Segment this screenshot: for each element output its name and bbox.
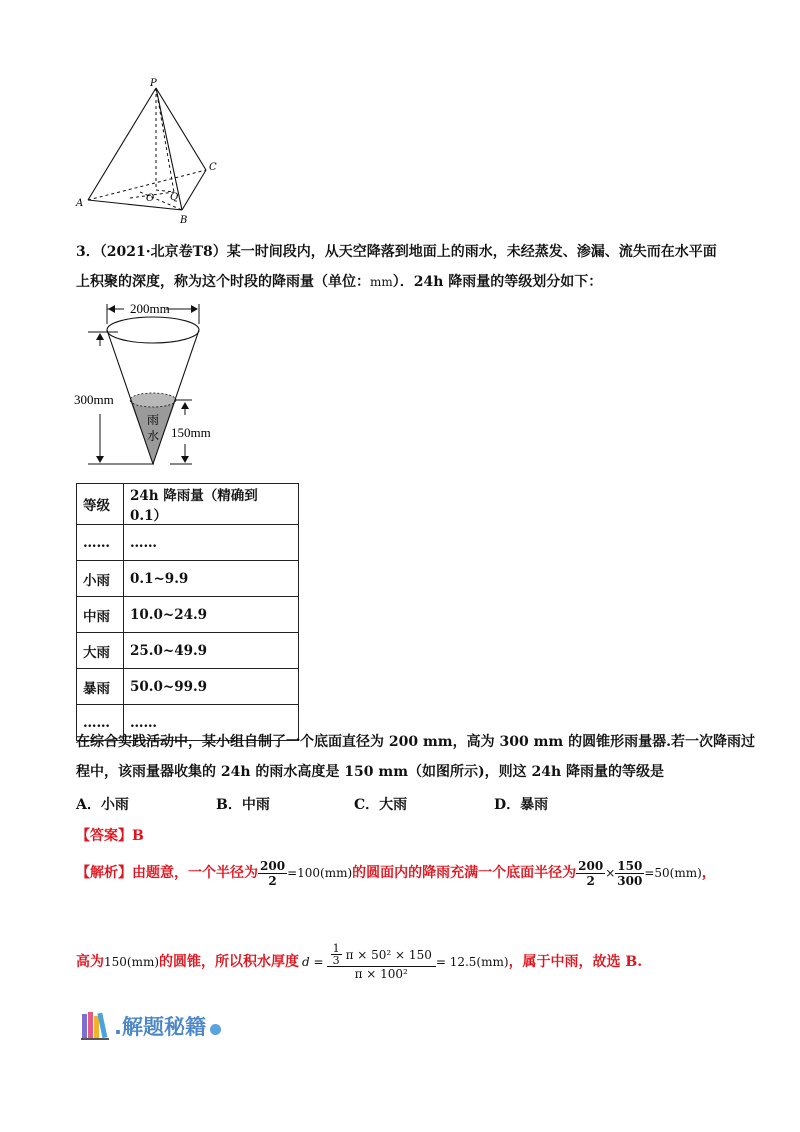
- table-cell: ……: [124, 525, 299, 561]
- answer-label: 【答案】B: [76, 828, 144, 844]
- analysis-line-1: [76, 856, 716, 890]
- label-q: Q: [170, 192, 179, 203]
- option-b: B．中雨: [216, 797, 270, 813]
- analysis-part-5: ，属于中雨，故选 B.: [508, 954, 643, 970]
- table-row: [77, 597, 299, 633]
- unit-mm: mm: [370, 275, 393, 289]
- option-c: C．大雨: [354, 797, 408, 813]
- table-cell: 25.0~49.9: [124, 633, 299, 669]
- problem-number: 3．: [76, 244, 100, 260]
- rainfall-grade-table: [76, 483, 299, 741]
- table-cell: 10.0~24.9: [124, 597, 299, 633]
- table-cell: 暴雨: [77, 669, 124, 705]
- diameter-label: 200mm: [130, 301, 170, 316]
- analysis-tag: 【解析】: [76, 865, 132, 881]
- analysis-part-4: 的圆锥，所以积水厚度: [159, 954, 300, 970]
- analysis-part-2: 的圆面内的降雨充满一个底面半径为: [352, 865, 577, 881]
- comma: ，: [701, 865, 716, 881]
- problem-intro-1: 某一时间段内，从天空降落到地面上的雨水，未经蒸发、渗漏、流失而在水平面: [226, 244, 717, 260]
- fraction-200-over-2: $\frac{200}{2}$: [260, 858, 286, 888]
- d-equals: d =: [302, 955, 324, 969]
- analysis-part-1: 由题意，一个半径为: [132, 865, 258, 881]
- table-cell: 50.0~99.9: [124, 669, 299, 705]
- table-row: [77, 633, 299, 669]
- option-a: A．小雨: [76, 797, 129, 813]
- pyramid-figure: [70, 72, 230, 232]
- table-cell: ……: [77, 525, 124, 561]
- eq-12-5mm: = 12.5(mm): [435, 955, 509, 969]
- height-label: 300mm: [74, 392, 114, 407]
- table-cell: ……: [77, 705, 124, 741]
- fraction-150-over-300: $\frac{150}{300}$: [617, 858, 643, 888]
- label-p: P: [150, 78, 157, 89]
- problem-line-1: [76, 242, 717, 262]
- fraction-200-over-2b: $\frac{200}{2}$: [578, 858, 604, 888]
- option-d: D．暴雨: [494, 797, 549, 813]
- table-cell: 小雨: [77, 561, 124, 597]
- water-char-2: 水: [147, 429, 160, 443]
- problem-intro-2b: ）．24h 降雨量的等级划分如下：: [392, 274, 603, 290]
- problem-source: （2021·北京卷T8）: [99, 244, 227, 260]
- section-banner-title: .解题秘籍: [114, 1015, 206, 1039]
- eq-50mm: =50(mm): [644, 866, 702, 880]
- table-header-cell: 24h 降雨量（精确到 0.1）: [124, 484, 299, 525]
- label-b: B: [180, 215, 188, 226]
- cone-figure: [74, 298, 274, 476]
- water-height-label: 150mm: [171, 425, 211, 440]
- table-header-row: [77, 484, 299, 525]
- label-a: A: [76, 198, 84, 209]
- analysis-line-2: [76, 930, 642, 994]
- question-line-2: 程中，该雨量器收集的 24h 的雨水高度是 150 mm（如图所示)，则这 24h 降雨量的等级是: [76, 764, 665, 780]
- volume-fraction: [327, 943, 436, 981]
- label-o: O: [146, 193, 155, 204]
- water-char-1: 雨: [147, 413, 160, 427]
- table-row: [77, 669, 299, 705]
- table-row: [77, 525, 299, 561]
- problem-line-2: [76, 272, 602, 292]
- dot-icon: [210, 1024, 221, 1035]
- analysis-part-3: 高为: [76, 954, 104, 970]
- label-c: C: [209, 162, 217, 173]
- table-cell: 0.1~9.9: [124, 561, 299, 597]
- problem-intro-2a: 上积聚的深度，称为这个时段的降雨量（单位：: [76, 274, 370, 290]
- section-banner: [80, 1010, 221, 1042]
- table-row: [77, 561, 299, 597]
- table-cell: 中雨: [77, 597, 124, 633]
- val-150mm: 150(mm): [104, 955, 160, 969]
- one-third: $\frac{1}{3}$: [332, 942, 340, 967]
- table-header-cell: 等级: [77, 484, 124, 525]
- formula-denominator: π × 100²: [354, 967, 408, 981]
- eq-100mm: =100(mm): [287, 866, 353, 880]
- books-icon: [80, 1010, 112, 1042]
- table-cell: ……: [124, 705, 299, 741]
- table-cell: 大雨: [77, 633, 124, 669]
- formula-numerator: π × 50² × 150: [345, 947, 432, 962]
- times-sign: ×: [605, 866, 616, 880]
- question-line-1: 在综合实践活动中，某小组自制了一个底面直径为 200 mm，高为 300 mm 的圆锥形雨量器.若一次降雨过: [76, 734, 755, 750]
